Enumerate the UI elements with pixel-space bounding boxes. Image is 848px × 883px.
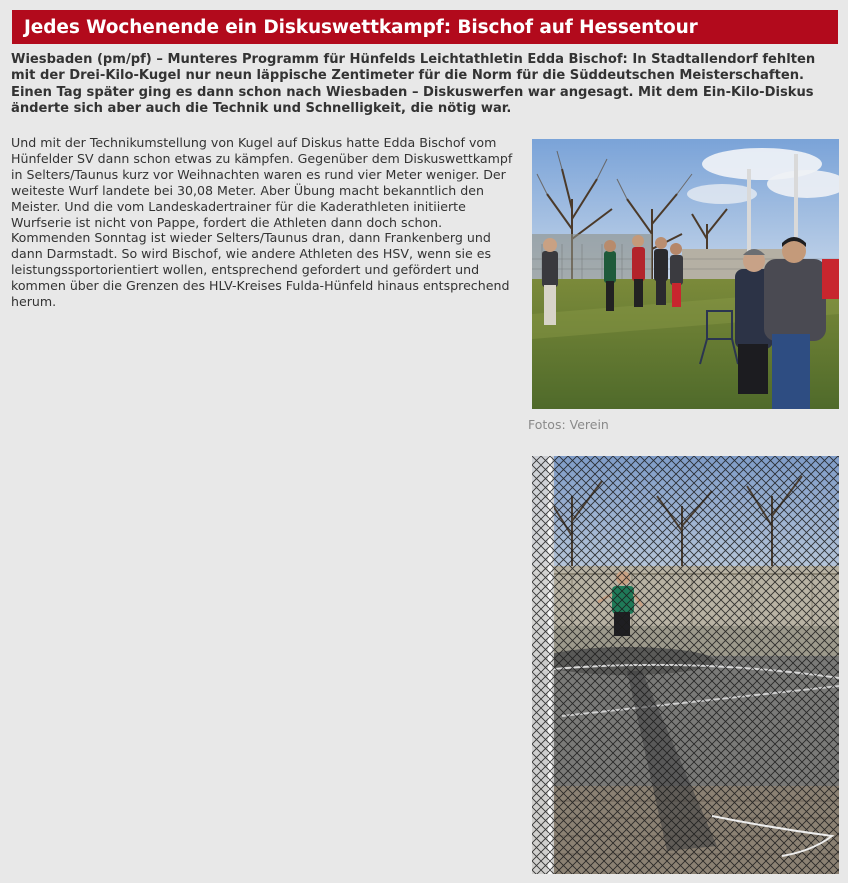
- article-body: Und mit der Technikumstellung von Kugel auf Diskus hatte Edda Bischof vom Hünfelder SV dann schon etwas zu kämpfen. Gegenüber dem Diskuswettkampf in Selters/Taunus kurz vor Weihnachten waren es rund vier Meter weniger. Der weiteste Wurf landete bei 30,08 Meter. Aber Übung macht bekanntlich den Meister. Und die vom Landeskadertrainer für die Kaderathleten initiierte Wurfserie ist nicht von Pappe, fordert die Athleten dann doch schon. Kommenden Sonntag ist wieder Selters/Taunus dran, dann Frankenberg und dann Darmstadt. So wird Bischof, wie andere Athleten des HSV, wenn sie es leistungssportorientiert wollen, entsprechend gefordert und gefördert und kommen über die Grenzen des HLV-Kreises Fulda-Hünfeld hinaus entsprechend herum.: [11, 135, 513, 310]
- article-photo-athletes-field[interactable]: [532, 139, 839, 409]
- athletes-field-photo-illustration: [532, 139, 839, 409]
- article-title: Jedes Wochenende ein Diskuswettkampf: Bischof auf Hessentour: [24, 16, 698, 38]
- article-lead: Wiesbaden (pm/pf) – Munteres Programm für Hünfelds Leichtathletin Edda Bischof: In Stadtallendorf fehlten mit der Drei-Kilo-Kugel nur neun läppische Zentimeter für die Norm für die Süddeutschen Meisterschaften. Einen Tag später ging es dann schon nach Wiesbaden – Diskuswerfen war angesagt. Mit dem Ein-Kilo-Diskus änderte sich aber auch die Technik und Schnelligkeit, die nötig war.: [11, 52, 816, 116]
- article-title-bar: [12, 10, 838, 44]
- photo-caption: Fotos: Verein: [528, 417, 609, 432]
- article-photo-discus-cage[interactable]: [532, 456, 839, 874]
- discus-cage-photo-illustration: [532, 456, 839, 874]
